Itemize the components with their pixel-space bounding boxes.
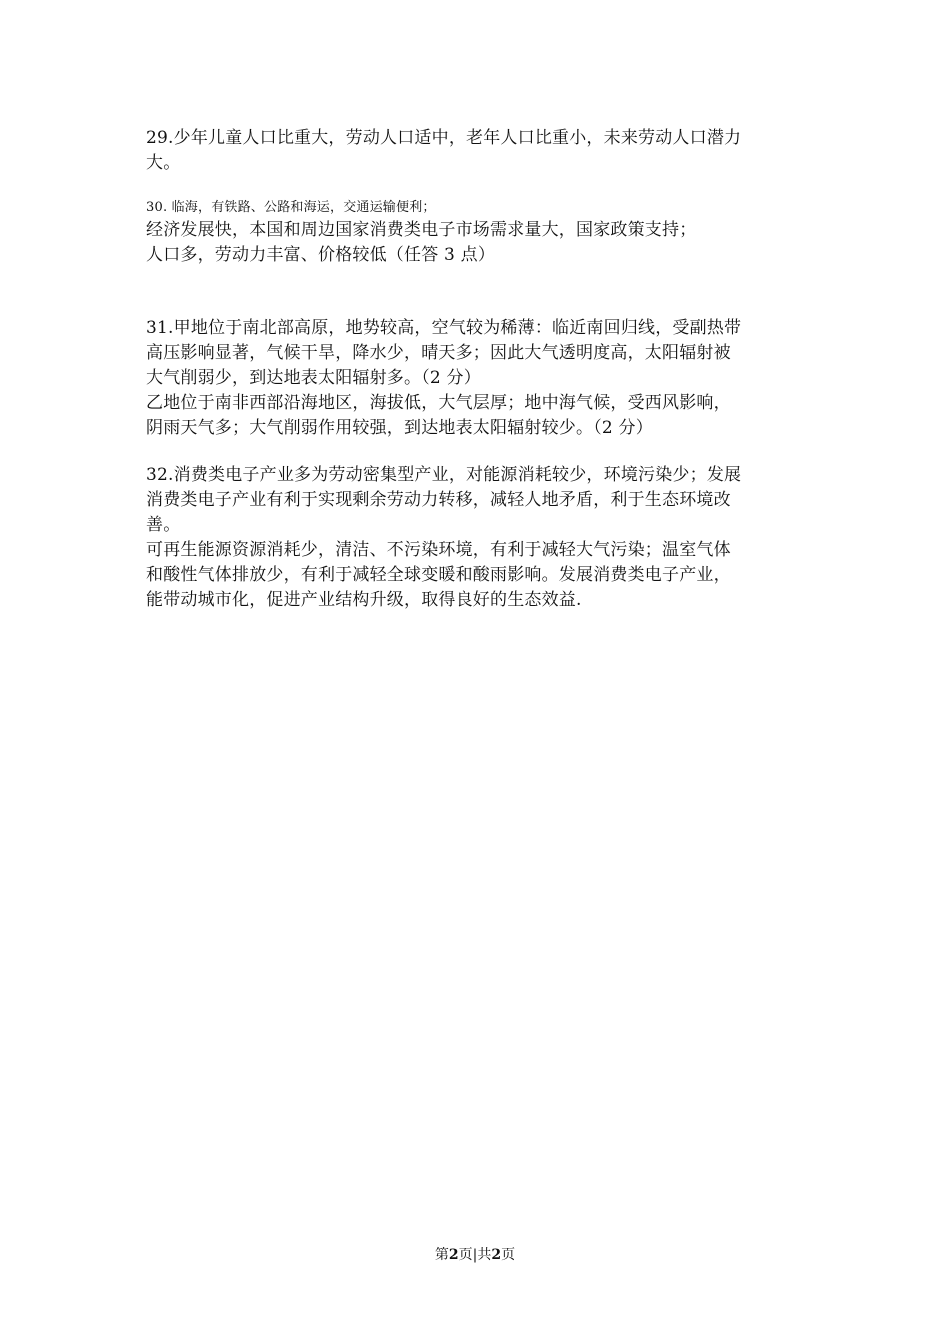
answer-31-line: 乙地位于南非西部沿海地区，海拔低，大气层厚；地中海气候，受西风影响，	[146, 393, 731, 413]
answer-30	[146, 198, 806, 268]
answer-30-line: 经济发展快，本国和周边国家消费类电子市场需求量大，国家政策支持；	[146, 220, 697, 240]
answer-content	[146, 126, 806, 613]
answer-32-line: 善。	[146, 515, 181, 535]
answer-32-line: 32.消费类电子产业多为劳动密集型产业，对能源消耗较少，环境污染少；发展	[146, 465, 742, 485]
answer-32-line: 可再生能源资源消耗少，清洁、不污染环境，有利于减轻大气污染；温室气体	[146, 540, 731, 560]
footer-total-pages: 2	[491, 1247, 502, 1263]
answer-32-line: 能带动城市化，促进产业结构升级，取得良好的生态效益.	[146, 590, 582, 610]
footer-prefix: 第	[434, 1247, 449, 1263]
answer-32	[146, 463, 806, 613]
footer-middle: 页|共	[458, 1247, 492, 1263]
answer-31	[146, 316, 806, 441]
answer-30-first-line: 30. 临海，有铁路、公路和海运，交通运输便利；	[146, 200, 436, 215]
footer-suffix: 页	[501, 1247, 516, 1263]
answer-32-line: 和酸性气体排放少，有利于减轻全球变暖和酸雨影响。发展消费类电子产业，	[146, 565, 731, 585]
answer-31-line: 31.甲地位于南北部高原，地势较高，空气较为稀薄：临近南回归线，受副热带	[146, 318, 742, 338]
answer-29	[146, 126, 806, 176]
answer-32-line: 消费类电子产业有利于实现剩余劳动力转移，减轻人地矛盾，利于生态环境改	[146, 490, 731, 510]
answer-29-line: 大。	[146, 153, 181, 173]
footer-page-number: 2	[448, 1247, 459, 1263]
answer-31-line: 大气削弱少，到达地表太阳辐射多。（2 分）	[146, 368, 481, 388]
answer-29-line: 29.少年儿童人口比重大，劳动人口适中，老年人口比重小，未来劳动人口潜力	[146, 128, 742, 148]
answer-31-line: 阴雨天气多；大气削弱作用较强，到达地表太阳辐射较少。（2 分）	[146, 418, 653, 438]
answer-30-line: 人口多，劳动力丰富、价格较低（任答 3 点）	[146, 245, 496, 265]
answer-31-line: 高压影响显著，气候干旱，降水少，晴天多；因此大气透明度高，太阳辐射被	[146, 343, 731, 363]
page-footer	[0, 1246, 950, 1264]
